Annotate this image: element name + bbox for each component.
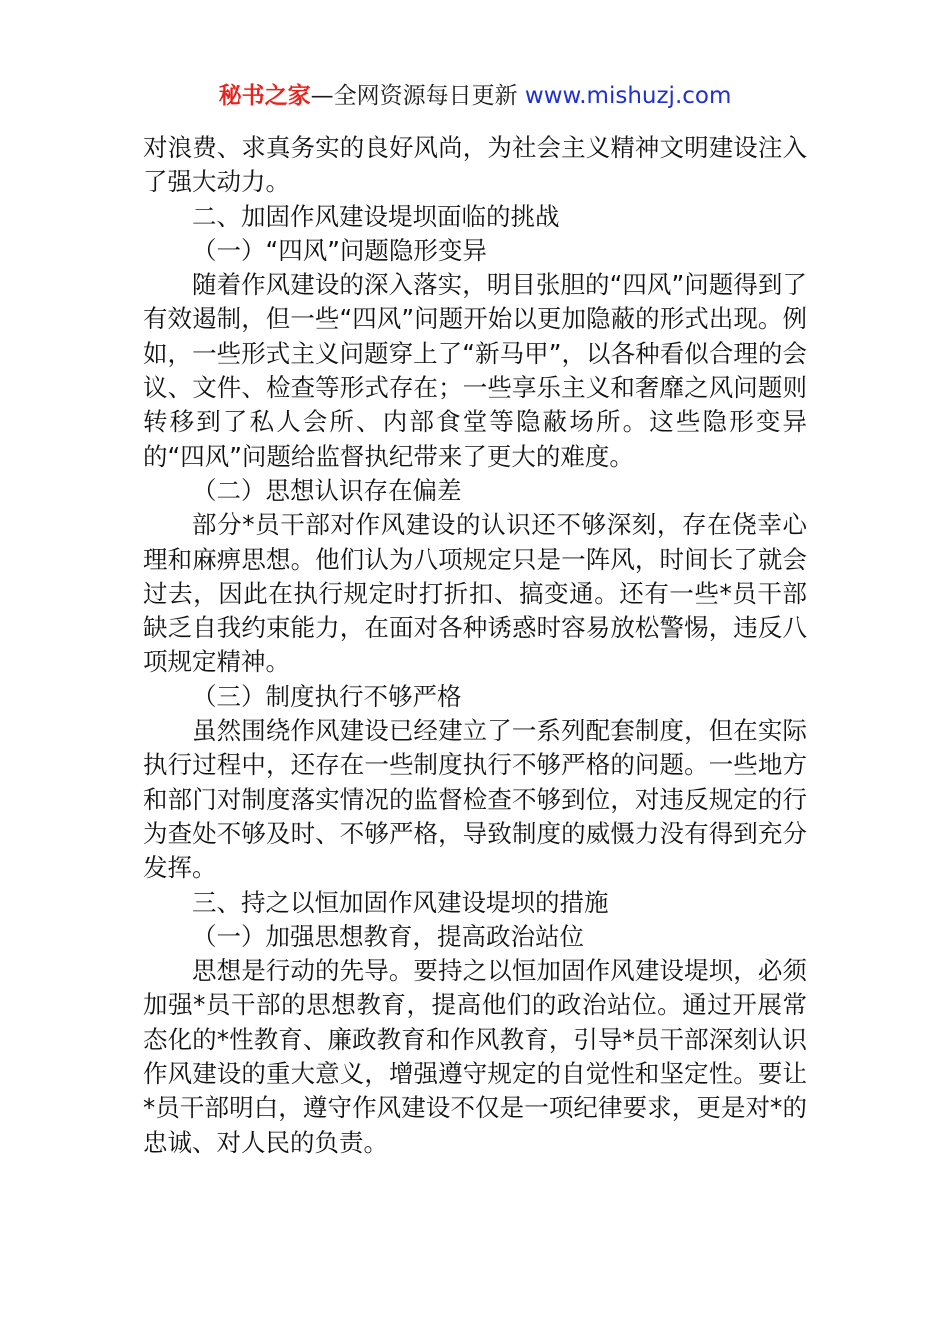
site-url-link[interactable]: www.mishuzj.com — [524, 83, 732, 109]
paragraph-continuation: 对浪费、求真务实的良好风尚，为社会主义精神文明建设注入了强大动力。 — [143, 133, 807, 197]
subheading-2-3: （三）制度执行不够严格 — [192, 681, 462, 711]
paragraph: 随着作风建设的深入落实，明目张胆的“四风”问题得到了有效遏制，但一些“四风”问题开始以更加隐蔽的形式出现。例如，一些形式主义问题穿上了“新马甲”，以各种看似合理的会议、文件、检查等形式存在；一些享乐主义和奢靡之风问题则转移到了私人会所、内部食堂等隐蔽场所。这些隐形变异的“四风”问题给监督执纪带来了更大的难度。 — [143, 270, 807, 471]
section-heading-3: 三、持之以恒加固作风建设堤坝的措施 — [192, 887, 609, 917]
page-header — [0, 80, 950, 112]
site-slogan: —全网资源每日更新 — [310, 83, 518, 109]
subheading-2-1: （一）“四风”问题隐形变异 — [192, 235, 487, 265]
paragraph: 虽然围绕作风建设已经建立了一系列配套制度，但在实际执行过程中，还存在一些制度执行不够严格的问题。一些地方和部门对制度落实情况的监督检查不够到位，对违反规定的行为查处不够及时、不够严格，导致制度的威慑力没有得到充分发挥。 — [143, 716, 807, 883]
paragraph: 部分*员干部对作风建设的认识还不够深刻，存在侥幸心理和麻痹思想。他们认为八项规定只是一阵风，时间长了就会过去，因此在执行规定时打折扣、搞变通。还有一些*员干部缺乏自我约束能力，在面对各种诱惑时容易放松警惕，违反八项规定精神。 — [143, 510, 807, 677]
subheading-3-1: （一）加强思想教育，提高政治站位 — [192, 921, 584, 951]
subheading-2-2: （二）思想认识存在偏差 — [192, 475, 462, 505]
site-name: 秘书之家 — [218, 83, 311, 109]
section-heading-2: 二、加固作风建设堤坝面临的挑战 — [192, 201, 560, 231]
document-body — [143, 131, 807, 1160]
paragraph: 思想是行动的先导。要持之以恒加固作风建设堤坝，必须加强*员干部的思想教育，提高他们的政治站位。通过开展常态化的*性教育、廉政教育和作风教育，引导*员干部深刻认识作风建设的重大意义，增强遵守规定的自觉性和坚定性。要让*员干部明白，遵守作风建设不仅是一项纪律要求，更是对*的忠诚、对人民的负责。 — [143, 956, 807, 1157]
